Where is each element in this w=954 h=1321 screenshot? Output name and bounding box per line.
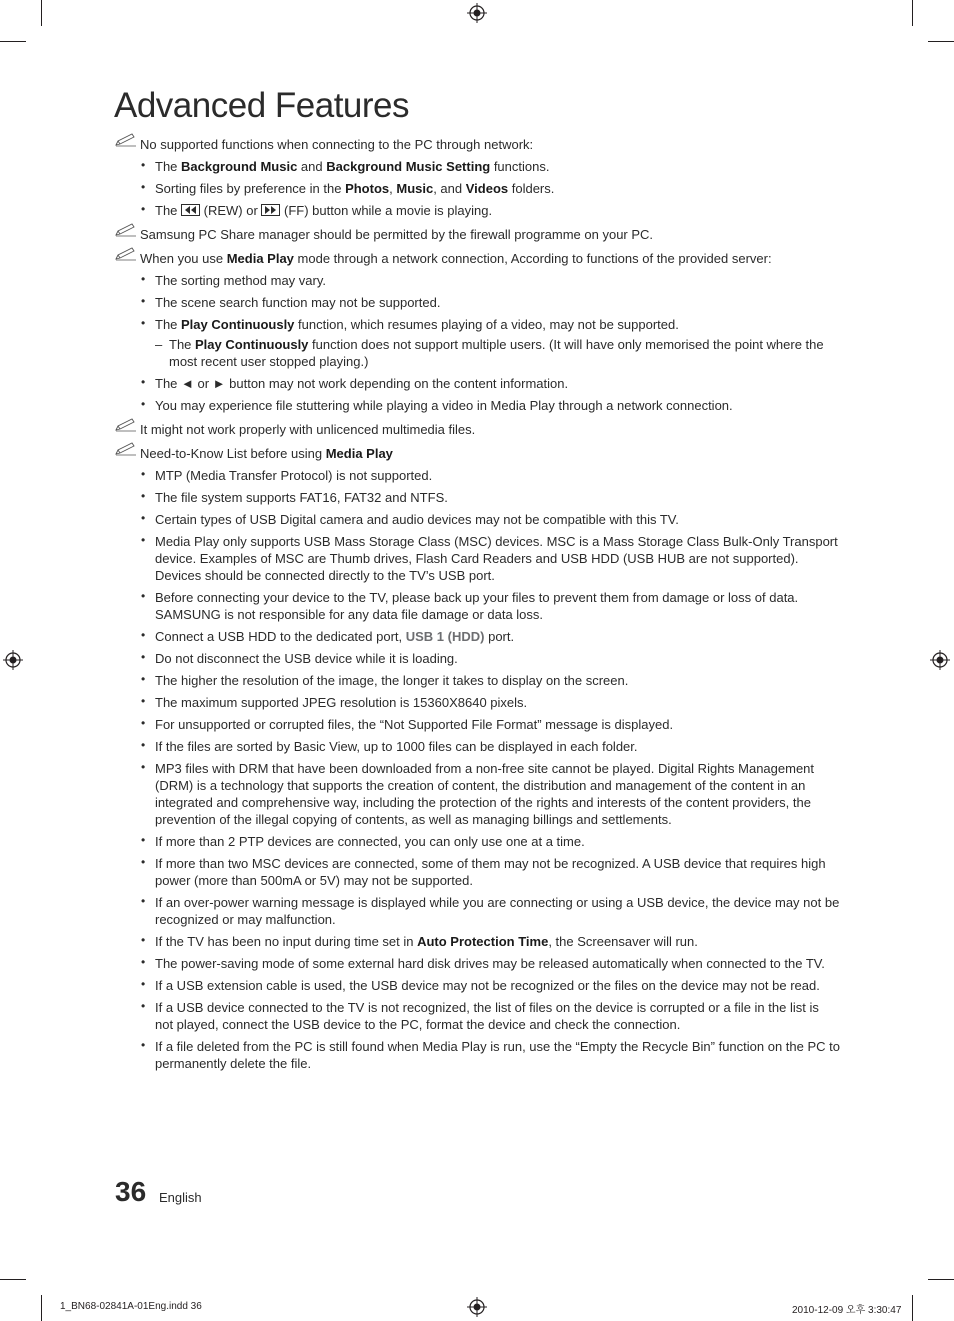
note-text: When you use: [140, 251, 227, 266]
note: [115, 445, 840, 462]
pencil-note-icon: [115, 133, 137, 147]
emphasis: Media Play: [226, 251, 294, 266]
text: , and: [433, 181, 466, 196]
text: functions.: [490, 159, 550, 174]
text: Sorting files by preference in the: [155, 181, 346, 196]
list-item: • Do not disconnect the USB device while it is loading.: [115, 650, 840, 667]
list-item: • If a USB device connected to the TV is not recognized, the list of files on the device is corrupted or a file in the list is not played, connect the USB device to the PC, format the device and check the connection.: [115, 999, 840, 1033]
crop-mark: [912, 1295, 913, 1321]
list-item: • Before connecting your device to the TV, please back up your files to prevent them from damage or loss of data. SAMSUNG is not responsible for any data file damage or data loss.: [115, 589, 840, 623]
crop-mark: [0, 1279, 26, 1280]
list-item: • The higher the resolution of the image, the longer it takes to display on the screen.: [115, 672, 840, 689]
slug-file-info: 1_BN68-02841A-01Eng.indd 36: [60, 1301, 202, 1312]
list-item: • Media Play only supports USB Mass Storage Class (MSC) devices. MSC is a Mass Storage Class Bulk-Only Transport device. Examples of MSC are Thumb drives, Flash Card Readers and USB HDD (USB HUB are not supported). Devices should be connected directly to the TV’s USB port.: [115, 533, 840, 584]
registration-mark-icon: [3, 650, 23, 670]
note: [115, 250, 840, 267]
emphasis: Background Music: [181, 159, 298, 174]
text: ,: [389, 181, 397, 196]
bullet-list: [115, 467, 840, 1072]
crop-mark: [0, 41, 26, 42]
sub-item: [115, 336, 840, 370]
list-item: • If an over-power warning message is displayed while you are connecting or using a USB device, the device may not be recognized or may malfunction.: [115, 894, 840, 928]
crop-mark: [912, 0, 913, 26]
bullet-list: [115, 158, 840, 219]
list-item: • The maximum supported JPEG resolution is 15360X8640 pixels.: [115, 694, 840, 711]
text: function does not support multiple users. (It will have only memorised the point where the most recent user stopped playing.): [169, 337, 824, 369]
list-item: [115, 933, 840, 950]
note-text: No supported functions when connecting to the PC through network:: [140, 137, 534, 152]
emphasis: Videos: [465, 181, 509, 196]
pencil-note-icon: [115, 247, 137, 261]
registration-mark-icon: [930, 650, 950, 670]
text: port.: [484, 629, 515, 644]
emphasis: Photos: [345, 181, 390, 196]
bullet-list: [115, 272, 840, 414]
rewind-icon: [181, 204, 200, 216]
pencil-note-icon: [115, 442, 137, 456]
text: The: [155, 317, 182, 332]
emphasis: Music: [396, 181, 434, 196]
list-item: • If more than 2 PTP devices are connected, you can only use one at a time.: [115, 833, 840, 850]
text: and: [297, 159, 327, 174]
list-item: • Certain types of USB Digital camera and audio devices may not be compatible with this TV.: [115, 511, 840, 528]
note-text: It might not work properly with unlicenced multimedia files.: [140, 422, 476, 437]
note: [115, 421, 840, 438]
emphasis: Play Continuously: [181, 317, 295, 332]
pencil-note-icon: [115, 223, 137, 237]
text: The: [169, 337, 196, 352]
emphasis: Background Music Setting: [326, 159, 491, 174]
note-text: mode through a network connection, According to functions of the provided server:: [293, 251, 772, 266]
list-item: [115, 202, 840, 219]
list-item: • If more than two MSC devices are connected, some of them may not be recognized. A USB device that requires high power (more than 500mA or 5V) may not be supported.: [115, 855, 840, 889]
note-text: Samsung PC Share manager should be permitted by the firewall programme on your PC.: [140, 227, 654, 242]
list-item: • MTP (Media Transfer Protocol) is not supported.: [115, 467, 840, 484]
pencil-note-icon: [115, 418, 137, 432]
list-item: [115, 316, 840, 370]
list-item: • The ◄ or ► button may not work depending on the content information.: [115, 375, 840, 392]
list-item: • If a USB extension cable is used, the USB device may not be recognized or the files on the device may not be read.: [115, 977, 840, 994]
list-item: • If the files are sorted by Basic View, up to 1000 files can be displayed in each folder.: [115, 738, 840, 755]
emphasis: Auto Protection Time: [417, 934, 549, 949]
list-item: • The file system supports FAT16, FAT32 and NTFS.: [115, 489, 840, 506]
emphasis: Media Play: [325, 446, 393, 461]
crop-mark: [41, 1295, 42, 1321]
list-item: • The scene search function may not be supported.: [115, 294, 840, 311]
text: The: [155, 159, 182, 174]
registration-mark-icon: [467, 1297, 487, 1317]
list-item: • If a file deleted from the PC is still found when Media Play is run, use the “Empty the Recycle Bin” function on the PC to permanently delete the file.: [115, 1038, 840, 1072]
registration-mark-icon: [467, 3, 487, 23]
note: [115, 226, 840, 243]
page-title: Advanced Features: [114, 86, 410, 125]
note: [115, 136, 840, 153]
list-item: • You may experience file stuttering while playing a video in Media Play through a network connection.: [115, 397, 840, 414]
emphasis: Play Continuously: [195, 337, 309, 352]
text: function, which resumes playing of a video, may not be supported.: [294, 317, 679, 332]
text: (REW) or: [200, 203, 262, 218]
crop-mark: [928, 41, 954, 42]
text: (FF) button while a movie is playing.: [280, 203, 493, 218]
text: Connect a USB HDD to the dedicated port,: [155, 629, 406, 644]
content-body: [115, 136, 840, 1072]
page-language: English: [159, 1190, 202, 1205]
note-text: Need-to-Know List before using: [140, 446, 326, 461]
list-item: • The sorting method may vary.: [115, 272, 840, 289]
list-item: [115, 628, 840, 645]
crop-mark: [41, 0, 42, 26]
page-number: 36: [115, 1176, 147, 1207]
crop-mark: [928, 1279, 954, 1280]
fast-forward-icon: [261, 204, 280, 216]
list-item: • The power-saving mode of some external hard disk drives may be released automatically when connected to the TV.: [115, 955, 840, 972]
list-item: [115, 180, 840, 197]
list-item: [115, 158, 840, 175]
list-item: • For unsupported or corrupted files, the “Not Supported File Format” message is displayed.: [115, 716, 840, 733]
text: , the Screensaver will run.: [548, 934, 698, 949]
list-item: • MP3 files with DRM that have been downloaded from a non-free site cannot be played. Digital Rights Management (DRM) is a technology that supports the creation of content, the distribution and management of the content in an integrated and comprehensive way, including the protection of the rights and interests of the content providers, the prevention of the illegal copying of contents, as well as managing billings and settlements.: [115, 760, 840, 828]
slug-datetime: 2010-12-09 오후 3:30:47: [792, 1305, 902, 1316]
text: If the TV has been no input during time set in: [155, 934, 418, 949]
text: folders.: [508, 181, 555, 196]
port-label: USB 1 (HDD): [405, 629, 485, 644]
text: The: [155, 203, 182, 218]
